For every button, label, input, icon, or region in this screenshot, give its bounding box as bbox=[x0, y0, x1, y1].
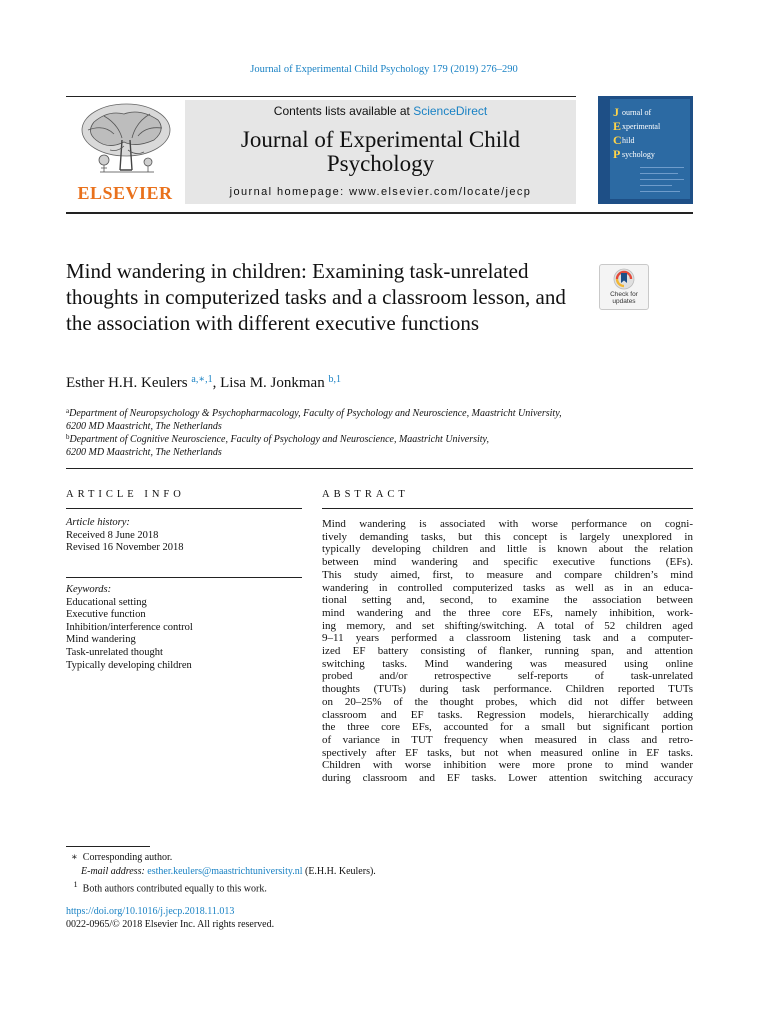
article-title: Mind wandering in children: Examining task-unrelated thoughts in computerized tasks and a classroom lesson, and the association with different executive functions bbox=[66, 259, 566, 335]
footnote-rule bbox=[66, 846, 150, 847]
article-info-rule bbox=[66, 508, 302, 509]
abstract-line: mind wandering and the three core EFs, namely inhibition, work- bbox=[322, 606, 693, 619]
cover-word: sychology bbox=[622, 150, 655, 159]
affiliation-line: Department of Neuropsychology & Psychopharmacology, Faculty of Psychology and Neuroscience, Maastricht University, bbox=[69, 408, 562, 419]
history-title: Article history: bbox=[66, 517, 130, 528]
elsevier-logo bbox=[66, 100, 184, 204]
cover-decoration bbox=[640, 179, 684, 180]
journal-homepage bbox=[185, 186, 576, 198]
abstract-line: spectively after EF tasks, but not when measured online in EF tasks. bbox=[322, 746, 693, 759]
affiliation-line: Department of Cognitive Neuroscience, Faculty of Psychology and Neuroscience, Maastricht University, bbox=[69, 434, 489, 445]
doi-link[interactable]: https://doi.org/10.1016/j.jecp.2018.11.013 bbox=[66, 906, 235, 917]
article-info-heading: ARTICLE INFO bbox=[66, 489, 185, 500]
cover-decoration bbox=[640, 185, 672, 186]
abstract-text bbox=[322, 518, 693, 785]
journal-cover[interactable] bbox=[598, 96, 693, 204]
abstract-line: 9–11 years performed a classroom listening task and a computer- bbox=[322, 632, 693, 645]
keywords-block bbox=[66, 584, 301, 672]
abstract-line: ized EF battery consisting of flanker, running span, and attention bbox=[322, 645, 693, 658]
abstract-line: the three core EFs, accounted for a small but significant portion bbox=[322, 721, 693, 734]
bookmark-ribbon-icon bbox=[613, 268, 635, 290]
header-top-rule bbox=[66, 96, 576, 97]
abstract-line: tively demanding tasks, but this concept is largely unexplored in bbox=[322, 530, 693, 543]
homepage-prefix: journal homepage: bbox=[229, 186, 350, 198]
cover-letter-e: E bbox=[613, 119, 622, 133]
affiliation-b bbox=[66, 431, 686, 459]
footnote-marker: 1 bbox=[73, 880, 78, 890]
cover-letter-c: C bbox=[613, 133, 622, 147]
abstract-line: during classroom and EF tasks. Lower attention switching accuracy bbox=[322, 772, 693, 785]
abstract-line: switching tasks. Mind wandering was measured using online bbox=[322, 657, 693, 670]
revised-date: Revised 16 November 2018 bbox=[66, 542, 184, 554]
abstract-line: ing memory, and set shifting/switching. A total of 52 children aged bbox=[322, 619, 693, 632]
abstract-line: This study aimed, first, to measure and compare children’s mind bbox=[322, 568, 693, 581]
header-bottom-rule bbox=[66, 212, 693, 214]
contents-line bbox=[185, 104, 576, 118]
homepage-link[interactable]: www.elsevier.com/locate/jecp bbox=[349, 186, 532, 198]
cover-decoration bbox=[640, 191, 680, 192]
check-for-updates-label: Check for updates bbox=[610, 291, 638, 305]
email-suffix: (E.H.H. Keulers). bbox=[304, 865, 376, 877]
check-for-updates-button[interactable] bbox=[599, 264, 649, 310]
abstract-line: wandering in controlled computerized tasks as well as in an educa- bbox=[322, 581, 693, 594]
affiliation-address: 6200 MD Maastricht, The Netherlands bbox=[66, 447, 222, 458]
equal-contribution-text: Both authors contributed equally to this work. bbox=[82, 883, 267, 895]
abstract-line: of variance in TUT frequency when measured in class and retro- bbox=[322, 733, 693, 746]
affiliation-address: 6200 MD Maastricht, The Netherlands bbox=[66, 421, 222, 432]
cover-word: xperimental bbox=[622, 122, 661, 131]
email-link[interactable]: esther.keulers@maastrichtuniversity.nl bbox=[147, 865, 303, 877]
affiliation-marker: b bbox=[66, 433, 70, 441]
abstract-line: between mind wandering and specific executive functions (EFs). bbox=[322, 556, 693, 569]
sciencedirect-link[interactable]: ScienceDirect bbox=[413, 104, 488, 118]
keyword: Task-unrelated thought bbox=[66, 646, 163, 658]
abstract-line: typically developing children and little is known about the relation bbox=[322, 543, 693, 556]
keyword: Mind wandering bbox=[66, 634, 136, 646]
author-superscript[interactable]: a,∗,1 bbox=[191, 374, 213, 385]
corresponding-footnote bbox=[66, 851, 376, 865]
elsevier-tree-icon bbox=[74, 100, 178, 180]
keyword: Educational setting bbox=[66, 596, 147, 608]
copyright-line: 0022-0965/© 2018 Elsevier Inc. All rights reserved. bbox=[66, 919, 275, 930]
cover-decoration bbox=[640, 167, 684, 168]
keyword: Executive function bbox=[66, 609, 146, 621]
equal-contribution-footnote bbox=[66, 878, 376, 896]
affiliation-marker: a bbox=[66, 407, 70, 415]
section-divider bbox=[66, 468, 693, 469]
journal-banner bbox=[185, 100, 576, 204]
author-name[interactable]: Lisa M. Jonkman bbox=[220, 375, 325, 391]
article-history bbox=[66, 517, 301, 555]
abstract-line: Children with worse inhibition were more prone to mind wander bbox=[322, 759, 693, 772]
author-name[interactable]: Esther H.H. Keulers bbox=[66, 375, 188, 391]
footnotes bbox=[66, 851, 376, 896]
cover-letter-j: J bbox=[613, 105, 619, 119]
abstract-line: tional setting and, second, to examine the association between bbox=[322, 594, 693, 607]
abstract-line: classroom and EF tasks. Regression models, hierarchically adding bbox=[322, 708, 693, 721]
received-date: Received 8 June 2018 bbox=[66, 529, 159, 541]
journal-cover-art bbox=[610, 99, 690, 199]
author-separator: , bbox=[212, 375, 221, 391]
keywords-rule bbox=[66, 577, 302, 578]
cover-word: ournal of bbox=[622, 108, 652, 117]
cover-decoration bbox=[640, 173, 678, 174]
cover-word: hild bbox=[622, 136, 635, 145]
contents-prefix: Contents lists available at bbox=[273, 104, 414, 118]
abstract-line: probed and/or retrospective self-reports of task-unrelated bbox=[322, 670, 693, 683]
abstract-heading: ABSTRACT bbox=[322, 489, 409, 500]
author-list bbox=[66, 374, 341, 392]
keywords-title: Keywords: bbox=[66, 584, 112, 595]
abstract-rule bbox=[322, 508, 693, 509]
abstract-line: thoughts (TUTs) during task performance. Children reported TUTs bbox=[322, 683, 693, 696]
abstract-line: on 20–25% of the thought probes, which did not differ between bbox=[322, 695, 693, 708]
abstract-line: Mind wandering is associated with worse performance on cogni- bbox=[322, 518, 693, 530]
corresponding-marker: ∗ bbox=[71, 852, 78, 863]
email-label: E-mail address: bbox=[81, 865, 145, 877]
author-superscript[interactable]: b,1 bbox=[328, 374, 341, 385]
cover-letter-p: P bbox=[613, 147, 621, 161]
journal-citation[interactable]: Journal of Experimental Child Psychology 179 (2019) 276–290 bbox=[250, 64, 518, 75]
keyword: Inhibition/interference control bbox=[66, 621, 193, 633]
affiliation-a bbox=[66, 405, 686, 433]
elsevier-wordmark: ELSEVIER bbox=[77, 183, 173, 203]
journal-title: Journal of Experimental Child Psychology bbox=[240, 127, 521, 176]
email-footnote bbox=[66, 865, 376, 879]
corresponding-text: Corresponding author. bbox=[82, 852, 173, 863]
keyword: Typically developing children bbox=[66, 659, 192, 671]
